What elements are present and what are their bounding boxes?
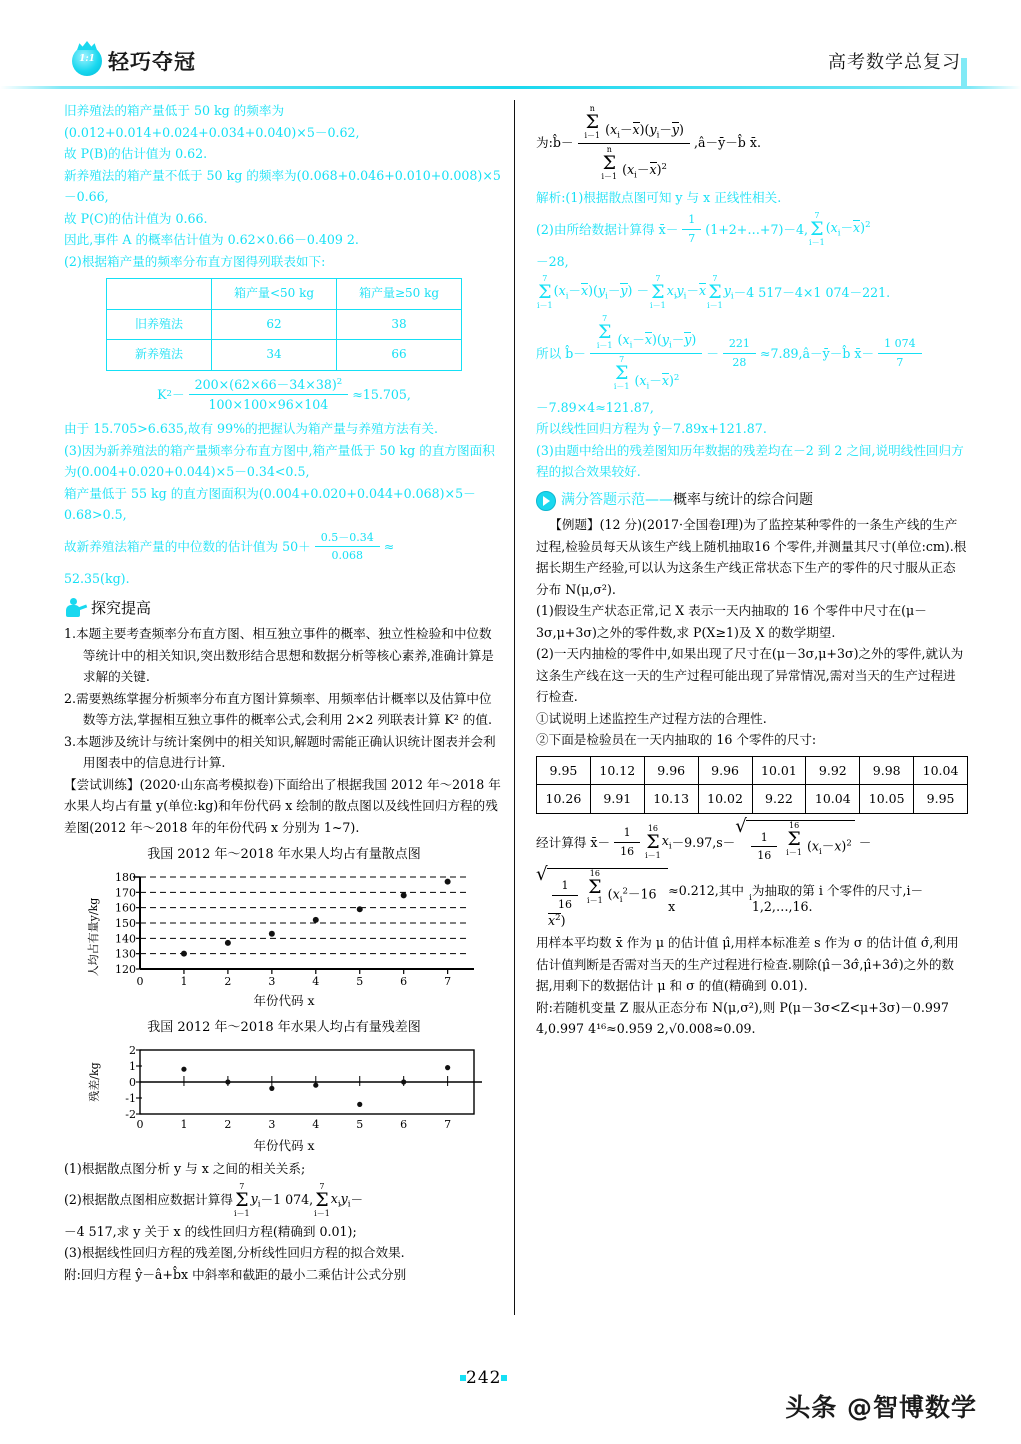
analysis-4 (536, 313, 968, 394)
table-cell: 9.22 (752, 785, 806, 814)
svg-text:6: 6 (400, 974, 408, 988)
sigma-glyph: Σ (602, 151, 617, 174)
sigma-lower: i－1 (233, 1208, 250, 1218)
sigma-glyph: Σ (538, 281, 552, 304)
explore-item: 3.本题涉及统计与统计案例中的相关知识,解题时需能正确认识统计图表并会利用图表中的信息进行计算. (64, 733, 496, 771)
demo-title (561, 490, 813, 512)
svg-text:170: 170 (115, 885, 136, 899)
q2-prefix: (2)根据散点图相应数据计算得 (64, 1192, 233, 1208)
sigma-lower: i－1 (809, 237, 825, 247)
a2-mid: (1+2+…+7)－4, (705, 221, 809, 237)
sigma-upper: 16 (789, 820, 800, 830)
table-row (537, 785, 968, 814)
sigma-lower: i－1 (537, 301, 553, 311)
appendix-paragraph: 附:若随机变量 Z 服从正态分布 N(μ,σ²),则 P(μ－3σ<Z<μ+3σ)－0.997 4,0.997 4¹⁶≈0.959 2,√0.008≈0.09. (536, 999, 949, 1037)
k2-result: ≈15.705, (352, 386, 411, 402)
formula-tail: ,â－ȳ－b̂ x̄. (693, 135, 761, 151)
sigma-glyph: Σ (315, 1188, 329, 1211)
svg-text:3: 3 (268, 1117, 276, 1131)
explore-item: 2.需要熟练掌握分析频率分布直方图计算频率、用频率估计概率以及估算中位数等方法,掌握相互独立事件的概率公式,会利用 2×2 列联表计算 K² 的值. (64, 690, 492, 728)
sigma-lower: i－1 (613, 381, 630, 391)
table-header-row (107, 279, 462, 310)
k2-denominator: 100×100×96×104 (208, 397, 329, 413)
q2-body-1: $y_i$ (250, 1190, 261, 1210)
a4-den2: 28 (732, 355, 747, 369)
sigma-lower: i－1 (786, 847, 802, 857)
example-question-1: (1)假设生产状态正常,记 X 表示一天内抽取的 16 个零件中尺寸在(μ－3σ,μ+3σ)之外的零件数,求 P(X≥1)及 X 的数学期望. (536, 603, 927, 640)
table-cell: 9.96 (698, 756, 752, 785)
formula-fraction (578, 103, 690, 184)
sigma-upper: 7 (239, 1181, 245, 1191)
median-den: 0.068 (331, 549, 363, 563)
contingency-table (106, 278, 462, 371)
sigma-upper: 7 (712, 274, 718, 284)
a4-numerator (590, 313, 702, 354)
contingency-table-wrap (64, 278, 504, 371)
brand-block (72, 46, 196, 76)
a4-denominator (590, 354, 702, 394)
sqrt-icon (536, 868, 668, 929)
q2-var-x: x (330, 1190, 338, 1206)
svg-text:2: 2 (224, 1117, 232, 1131)
k2-num-exp: 2 (336, 376, 343, 387)
a4-num2: 221 (723, 335, 756, 354)
calc-body-1: $x_i$ (661, 832, 672, 852)
a2-prefix: (2)由所给数据计算得 x̄－ (536, 221, 679, 237)
paragraph: 箱产量低于 55 kg 的直方图面积为(0.004+0.020+0.044+0.068)×5－0.68>0.5, (64, 485, 476, 523)
sigma-upper: 16 (589, 869, 600, 879)
scatter-data-points (181, 878, 451, 956)
sigma-lower: i－1 (596, 341, 613, 351)
scatter-xlabel: 年份代码 x (253, 992, 315, 1008)
a2-num: 1 (682, 211, 701, 230)
calc-frac-3 (552, 877, 578, 914)
a3-sigma-1 (537, 275, 553, 310)
sigma-glyph: Σ (708, 281, 722, 304)
svg-text:0: 0 (129, 1075, 136, 1089)
sigma-upper: 7 (602, 314, 608, 324)
a4-frac-221-28 (723, 335, 756, 372)
svg-text:1: 1 (129, 1059, 136, 1073)
table-header-cell: 箱产量≥50 kg (337, 279, 462, 310)
calc-prefix: 经计算得 x̄－ (536, 834, 611, 850)
residual-data-points (181, 1065, 450, 1107)
q2-sigma-1 (234, 1183, 250, 1218)
calc-tail2: 为抽取的第 i 个零件的尺寸,i－1,2,…,16. (751, 882, 924, 914)
line: 旧养殖法的箱产量低于 50 kg 的频率为 (64, 103, 285, 118)
trophy-icon (72, 46, 102, 76)
median-fraction (315, 529, 380, 566)
header-tag (961, 58, 967, 86)
a4-num3: 1 074 (878, 335, 922, 354)
book-title: 高考数学总复习 (828, 52, 961, 73)
numerator-body: $(x_i-x)(y_i-y)$ (605, 121, 684, 141)
sigma-numerator (585, 105, 601, 140)
formula-intro: 为: (536, 135, 553, 151)
calc-line-2 (536, 868, 968, 929)
k2-exp: 2 (166, 389, 172, 400)
example-text: (12 分)(2017·全国卷Ⅰ理)为了监控某种零件的一条生产线的生产过程,检验员每天从该生产线上随机抽取16 个零件,并测量其尺寸(单位:cm).根据长期生产经验,可以认为这条生产线正常状态下生产的零件的尺寸服从正态分布 N(μ,σ²). (536, 517, 967, 597)
watermark: 头条 @智博数学 (785, 1393, 977, 1422)
sigma-upper: 7 (619, 354, 625, 364)
svg-text:5: 5 (356, 1117, 364, 1131)
explore-heading (64, 598, 504, 620)
calc-den2: 16 (757, 849, 772, 863)
sigma-denominator (601, 146, 617, 181)
row-label: 新养殖法 (107, 340, 212, 371)
sigma-lower: i－1 (650, 301, 666, 311)
calc-num: 1 (614, 824, 640, 843)
q2-body-2: $x_iy_i$ (330, 1190, 351, 1210)
residual-chart-block (64, 1017, 504, 1156)
q2-dash: － (350, 1192, 364, 1208)
demo-title-part1: 满分答题示范—— (561, 491, 673, 508)
sigma-lower: i－1 (645, 850, 661, 860)
analysis-2 (536, 211, 968, 248)
sqrt-body: √ $\frac{1}{16}$ 16 Σ i－1 $(x_i^2-16x^2)$ (547, 868, 668, 929)
explore-item: 1.本题主要考查频率分布直方图、相互独立事件的概率、独立性检验和中位数等统计中的相关知识,突出数形结合思想和数据分析等核心素养,准确计算是求解的关键. (64, 626, 494, 685)
calc-sigma-3 (587, 870, 603, 905)
median-prefix: 故新养殖法箱产量的中位数的估计值为 50＋ (64, 539, 311, 555)
line: 因此,事件 A 的概率估计值为 0.62×0.66－0.409 2. (64, 232, 359, 247)
example-question-2: (2)一天内抽检的零件中,如果出现了尺寸在(μ－3σ,μ+3σ)之外的零件,就认为这条生产线在这一天的生产过程可能出现了异常情况,需对当天的生产过程进行检查. (536, 646, 964, 705)
sqrt-icon (735, 820, 855, 865)
table-cell: 10.05 (860, 785, 914, 814)
calc-num2: √ 1 (751, 829, 777, 848)
solution-part1 (64, 100, 504, 272)
table-cell: 10.04 (806, 785, 860, 814)
k2-formula (64, 375, 504, 416)
median-result: 52.35(kg). (64, 571, 130, 587)
table-cell: 34 (212, 340, 337, 371)
svg-text:5: 5 (356, 974, 364, 988)
table-cell: 10.12 (590, 756, 644, 785)
a4-den-body: $(x_i-x)^2$ (634, 372, 680, 392)
svg-text:0: 0 (136, 974, 144, 988)
median-estimate-line (64, 529, 504, 566)
svg-text:2: 2 (224, 974, 232, 988)
median-approx: ≈ (383, 539, 395, 555)
analysis-5: －7.89×4≈121.87, (536, 399, 654, 415)
demo-title-part2: 概率与统计的综合问题 (673, 491, 813, 508)
svg-text:140: 140 (115, 931, 136, 945)
sigma-glyph: Σ (588, 876, 602, 899)
svg-text:3: 3 (268, 974, 276, 988)
svg-text:0: 0 (136, 1117, 144, 1131)
calc-frac-2 (751, 829, 777, 866)
a4-mid: ≈7.89,â－ȳ－b̂ x̄－ (759, 345, 875, 361)
page-dot-right (501, 1375, 507, 1381)
analysis-1: 解析:(1)根据散点图可知 y 与 x 正线性相关. (536, 189, 782, 205)
analysis-7: (3)由题中给出的残差图知历年数据的残差均在－2 到 2 之间,说明线性回归方程的拟合效果较好. (536, 442, 964, 480)
svg-text:1: 1 (180, 974, 188, 988)
sigma-lower: i－1 (587, 896, 603, 906)
table-header-cell (107, 279, 212, 310)
sigma-upper: n (606, 144, 612, 154)
estimate-paragraph: 用样本平均数 x̄ 作为 μ 的估计值 μ̂,用样本标准差 s 作为 σ 的估计值 σ̂,利用估计值判断是否需对当天的生产过程进行检查.剔除(μ̂－3σ̂,μ̂+3σ̂)之外的数据,用剩下的数据估计 μ 和 σ 的值(精确到 0.01). (536, 935, 959, 994)
sigma-upper: 7 (542, 274, 548, 284)
sigma-glyph: Σ (597, 321, 612, 344)
sigma-upper: 7 (814, 210, 820, 220)
sigma-upper: 7 (655, 274, 661, 284)
training-text: (2020·山东高考模拟卷)下面给出了根据我国 2012 年～2018 年水果人均占有量 y(单位:kg)和年份代码 x 绘制的散点图以及线性回归方程的残差图(2012 年～2018 年的年份代码 x 分别为 1~7). (64, 776, 501, 835)
table-cell: 9.91 (590, 785, 644, 814)
k2-lhs: K (157, 386, 167, 402)
svg-text:160: 160 (115, 901, 136, 915)
sigma-glyph: Σ (614, 361, 629, 384)
scatter-ytick-labels (115, 871, 140, 976)
training-label: 【尝试训练】 (64, 776, 140, 792)
explore-title: 探究提高 (91, 598, 152, 617)
svg-text:6: 6 (400, 1117, 408, 1131)
brand-title: 轻巧夺冠 (108, 50, 196, 74)
a4-frac-1074-7 (878, 335, 922, 372)
table-cell: 66 (337, 340, 462, 371)
calc-mid: －9.97,s－ (671, 834, 736, 850)
calc-line-1 (536, 820, 968, 865)
example-question-2a: ①试说明上述监控生产过程方法的合理性. (536, 710, 767, 726)
a3-sigma-3 (707, 275, 723, 310)
question-1: (1)根据散点图分析 y 与 x 之间的相关关系; (64, 1161, 306, 1177)
play-icon (536, 491, 556, 511)
calc-den: 16 (620, 844, 635, 858)
table-row (107, 340, 462, 371)
a2-den: 7 (688, 231, 696, 245)
question-2 (64, 1183, 504, 1218)
right-column (536, 100, 968, 1040)
formula-denominator (578, 144, 690, 184)
residual-chart-svg (84, 1042, 484, 1134)
sigma-upper: 16 (647, 823, 658, 833)
regression-formula (536, 103, 968, 184)
table-row (537, 756, 968, 785)
sigma-numerator (597, 315, 613, 350)
table-row (107, 309, 462, 340)
sigma-glyph: Σ (810, 217, 824, 240)
calc-sigma-1 (645, 825, 661, 860)
a3-body-1: $(x_i-x)(y_i-y)$ － (553, 283, 650, 302)
line: (2)根据箱产量的频率分布直方图得列联表如下: (64, 253, 326, 269)
table-cell: 10.01 (752, 756, 806, 785)
sigma-glyph: Σ (646, 830, 660, 853)
left-column (64, 100, 504, 1285)
k2-eq: － (171, 386, 185, 402)
sigma-lower: i－1 (584, 131, 601, 140)
a3-tail: －4 517－4×1 074－221. (733, 284, 891, 300)
paragraph: 由于 15.705>6.635,故有 99%的把握认为箱产量与养殖方法有关. (64, 421, 438, 437)
svg-text:4: 4 (312, 1117, 320, 1131)
table-cell: 10.02 (698, 785, 752, 814)
paragraph: (3)因为新养殖法的箱产量频率分布直方图中,箱产量低于 50 kg 的直方图面积为(0.004+0.020+0.044)×5－0.34<0.5, (64, 442, 495, 480)
median-num: 0.5－0.34 (315, 529, 380, 548)
calc-tail: ≈0.212,其中 x (668, 882, 744, 914)
page-number-text: 242 (466, 1368, 502, 1388)
table-cell: 10.26 (537, 785, 591, 814)
scatter-xtick-labels (137, 969, 452, 988)
svg-text:2: 2 (129, 1043, 136, 1057)
a3-body-2: $x_iy_i-x$ (666, 283, 707, 302)
formula-b-hat: b̂－ (552, 135, 574, 151)
sigma-upper: 7 (319, 1181, 325, 1191)
appendix-note: 附:回归方程 ŷ－â+b̂x 中斜率和截距的最小二乘估计公式分别 (64, 1266, 407, 1282)
scatter-chart-block (64, 844, 504, 1011)
line: 故 P(B)的估计值为 0.62. (64, 146, 208, 161)
page-number (460, 1368, 507, 1388)
table-cell: 9.96 (644, 756, 698, 785)
demo-heading (536, 490, 968, 512)
scatter-gridlines (140, 877, 470, 954)
table-cell: 10.04 (914, 756, 968, 785)
calc-sub-i: i (749, 893, 752, 904)
sigma-lower: i－1 (707, 301, 723, 311)
table-cell: 9.95 (914, 785, 968, 814)
q2-var-y: y (250, 1190, 258, 1206)
q2-mid: －1 074, (260, 1192, 314, 1208)
svg-text:-1: -1 (125, 1091, 136, 1105)
k2-fraction (189, 375, 349, 416)
paragraph: 新养殖法的箱产量不低于 50 kg 的频率为(0.068+0.046+0.010+0.008)×5－0.66, (64, 167, 501, 204)
question-3: (3)根据线性回归方程的残差图,分析线性回归方程的拟合效果. (64, 1245, 405, 1261)
sigma-lower: i－1 (601, 171, 618, 181)
page-header (0, 46, 1021, 94)
svg-text:7: 7 (444, 1117, 452, 1131)
svg-text:120: 120 (115, 962, 136, 976)
svg-text:1: 1 (180, 1117, 188, 1131)
svg-text:-2: -2 (125, 1107, 136, 1121)
sigma-glyph: Σ (585, 111, 600, 133)
table-cell: 9.95 (537, 756, 591, 785)
residual-chart-title: 我国 2012 年～2018 年水果人均占有量残差图 (147, 1020, 421, 1036)
sigma-upper: n (589, 104, 595, 113)
training-paragraph (64, 774, 504, 839)
table-cell: 38 (337, 309, 462, 340)
sigma-lower: i－1 (314, 1208, 330, 1218)
measurements-table (536, 756, 968, 814)
svg-text:130: 130 (115, 947, 136, 961)
a4-num-body: $(x_i-x)(y_i-y)$ (617, 331, 697, 351)
a2-fraction (682, 211, 701, 248)
residual-xlabel: 年份代码 x (253, 1137, 315, 1153)
measurements-table-wrap (536, 756, 968, 814)
a4-den3: 7 (896, 355, 904, 369)
formula-numerator (578, 103, 690, 144)
question-2-tail: －4 517,求 y 关于 x 的线性回归方程(精确到 0.01); (64, 1223, 357, 1239)
residual-ylabel: 残差/kg (88, 1061, 101, 1102)
sigma-glyph: Σ (651, 281, 665, 304)
svg-text:4: 4 (312, 974, 320, 988)
calc-sigma-2 (786, 822, 802, 857)
line: (0.012+0.014+0.024+0.034+0.040)×5－0.62, (64, 124, 360, 140)
a3-body-3: $y_i$ (723, 283, 734, 302)
analysis-2-tail: －28, (536, 253, 569, 269)
a4-big-fraction (590, 313, 702, 394)
table-cell: 62 (212, 309, 337, 340)
a2-body: $(x_i-x)^2$ (825, 219, 871, 239)
a2-sigma (809, 212, 825, 247)
scatter-ylabel: 人均占有量y/kg (87, 897, 100, 976)
a4-dash: － (706, 345, 719, 361)
example-label: 【例题】 (549, 517, 600, 533)
a4-prefix: 所以 b̂－ (536, 345, 586, 361)
example-question-2b: ②下面是检验员在一天内抽取的 16 个零件的尺寸: (536, 732, 817, 748)
a3-sigma-2 (650, 275, 666, 310)
person-icon (64, 598, 86, 618)
calc-den3: 16 (558, 897, 572, 911)
sqrt-body: √ $\frac{1}{16}$ 16 Σ i－1 $(x_i-x)^2$ (746, 820, 855, 865)
badge-text: 1:1 (79, 54, 95, 64)
k2-num-text: 200×(62×66－34×38) (194, 376, 337, 392)
svg-text:7: 7 (444, 974, 452, 988)
line: 故 P(C)的估计值为 0.66. (64, 210, 208, 226)
calc-num3: √ 1 (552, 877, 578, 896)
svg-text:150: 150 (115, 916, 136, 930)
sigma-glyph: Σ (235, 1188, 249, 1211)
column-divider (514, 100, 515, 1315)
q2-sigma-2 (314, 1183, 330, 1218)
svg-text:180: 180 (115, 870, 136, 884)
table-header-cell: 箱产量<50 kg (212, 279, 337, 310)
row-label: 旧养殖法 (107, 309, 212, 340)
table-cell: 9.92 (806, 756, 860, 785)
scatter-chart-svg (84, 869, 484, 989)
example-paragraph (536, 514, 968, 600)
header-rule (0, 86, 1021, 89)
scatter-chart-title: 我国 2012 年～2018 年水果人均占有量散点图 (147, 847, 421, 863)
table-cell: 10.13 (644, 785, 698, 814)
sigma-denominator (614, 356, 630, 391)
denominator-body: $(x_i-x)^2$ (622, 162, 667, 181)
calc-frac (614, 824, 640, 861)
k2-numerator (189, 375, 349, 396)
analysis-3 (536, 275, 968, 310)
calc-dash: － (854, 834, 872, 850)
table-cell: 9.98 (860, 756, 914, 785)
sigma-glyph: Σ (787, 827, 801, 850)
analysis-6: 所以线性回归方程为 ŷ－7.89x+121.87. (536, 421, 767, 437)
